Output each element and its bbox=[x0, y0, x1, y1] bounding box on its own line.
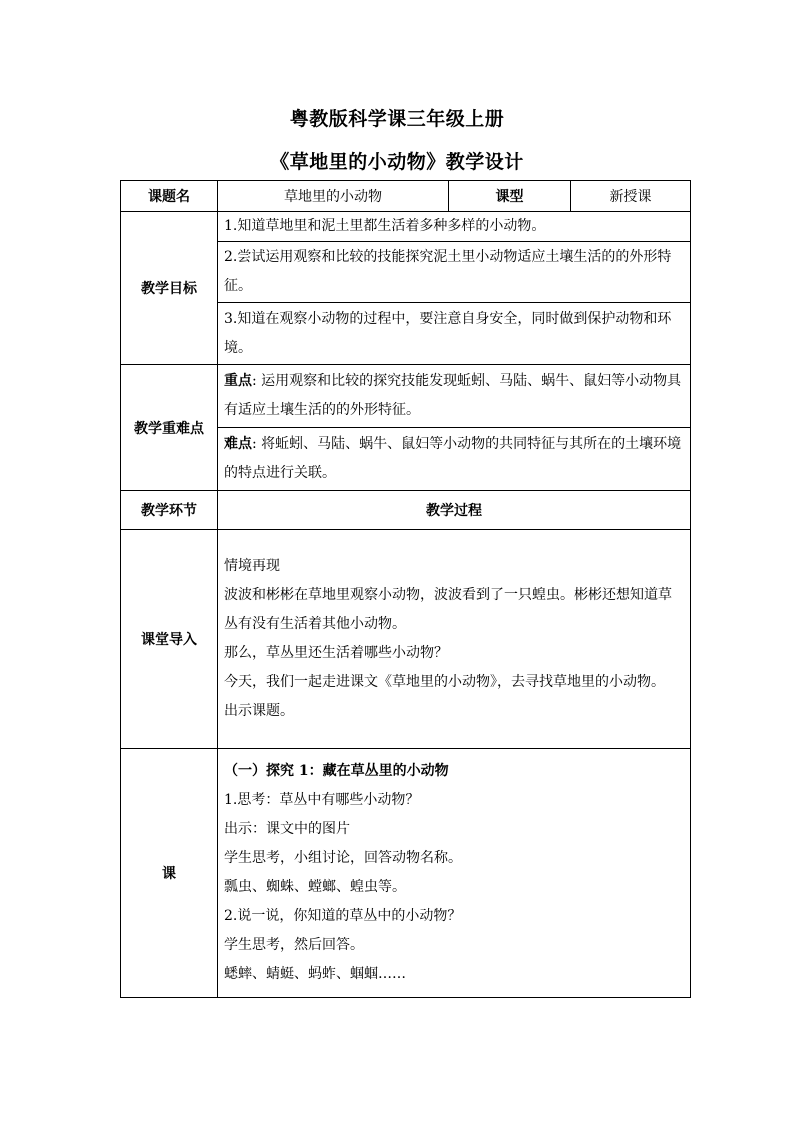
difficulty-label: 难点 bbox=[224, 436, 252, 452]
keypoint-row bbox=[121, 365, 691, 428]
lesson-line: 蟋蟀、蜻蜓、蚂蚱、蝈蝈…… bbox=[224, 966, 406, 982]
intro-line: 波波和彬彬在草地里观察小动物，波波看到了一只蝗虫。彬彬还想知道草丛有没有生活着其他小动物。 bbox=[224, 587, 672, 632]
difficulty-cell bbox=[218, 428, 691, 491]
keypoint-cell bbox=[218, 365, 691, 428]
objective-item: 2.尝试运用观察和比较的技能探究泥土里小动物适应土壤生活的的外形特征。 bbox=[218, 242, 691, 303]
lesson-heading: （一）探究 1：藏在草丛里的小动物 bbox=[224, 763, 449, 779]
lesson-content bbox=[218, 749, 691, 998]
intro-label: 课堂导入 bbox=[121, 530, 218, 749]
intro-line: 情境再现 bbox=[224, 558, 280, 574]
lesson-line: 出示：课文中的图片 bbox=[224, 821, 350, 837]
intro-line: 出示课题。 bbox=[224, 703, 294, 719]
type-label: 课型 bbox=[449, 181, 571, 212]
lesson-line: 学生思考，然后回答。 bbox=[224, 937, 364, 953]
intro-line: 那么，草丛里还生活着哪些小动物？ bbox=[224, 645, 448, 661]
lesson-line: 瓢虫、蜘蛛、螳螂、蝗虫等。 bbox=[224, 879, 406, 895]
topic-label: 课题名 bbox=[121, 181, 218, 212]
lesson-row bbox=[121, 749, 691, 998]
objective-row-1 bbox=[121, 212, 691, 242]
section-header-row bbox=[121, 491, 691, 530]
intro-content bbox=[218, 530, 691, 749]
document-subtitle: 《草地里的小动物》教学设计 bbox=[270, 151, 524, 173]
intro-line: 今天，我们一起走进课文《草地里的小动物》，去寻找草地里的小动物。 bbox=[224, 674, 665, 690]
objective-item: 3.知道在观察小动物的过程中，要注意自身安全，同时做到保护动物和环境。 bbox=[218, 303, 691, 365]
section-value: 教学过程 bbox=[218, 491, 691, 530]
objective-item: 1.知道草地里和泥土里都生活着多种多样的小动物。 bbox=[218, 212, 691, 242]
difficulty-text: : 将蚯蚓、马陆、蜗牛、鼠妇等小动物的共同特征与其所在的土壤环境的特点进行关联。 bbox=[224, 436, 682, 481]
intro-row bbox=[121, 530, 691, 749]
objectives-label: 教学目标 bbox=[121, 212, 218, 365]
lesson-label: 课 bbox=[121, 749, 218, 998]
section-label: 教学环节 bbox=[121, 491, 218, 530]
keypoints-label: 教学重难点 bbox=[121, 365, 218, 491]
keypoint-label: 重点 bbox=[224, 373, 252, 389]
lesson-line: 2.说一说，你知道的草丛中的小动物？ bbox=[224, 908, 462, 924]
keypoint-text: : 运用观察和比较的探究技能发现蚯蚓、马陆、蜗牛、鼠妇等小动物具有适应土壤生活的的外形特征。 bbox=[224, 373, 682, 418]
document-title: 粤教版科学课三年级上册 bbox=[289, 108, 505, 130]
header-row bbox=[121, 181, 691, 212]
type-value: 新授课 bbox=[571, 181, 691, 212]
lesson-plan-table bbox=[120, 180, 691, 998]
lesson-line: 学生思考，小组讨论，回答动物名称。 bbox=[224, 850, 462, 866]
lesson-line: 1.思考：草丛中有哪些小动物？ bbox=[224, 792, 420, 808]
topic-value: 草地里的小动物 bbox=[218, 181, 449, 212]
